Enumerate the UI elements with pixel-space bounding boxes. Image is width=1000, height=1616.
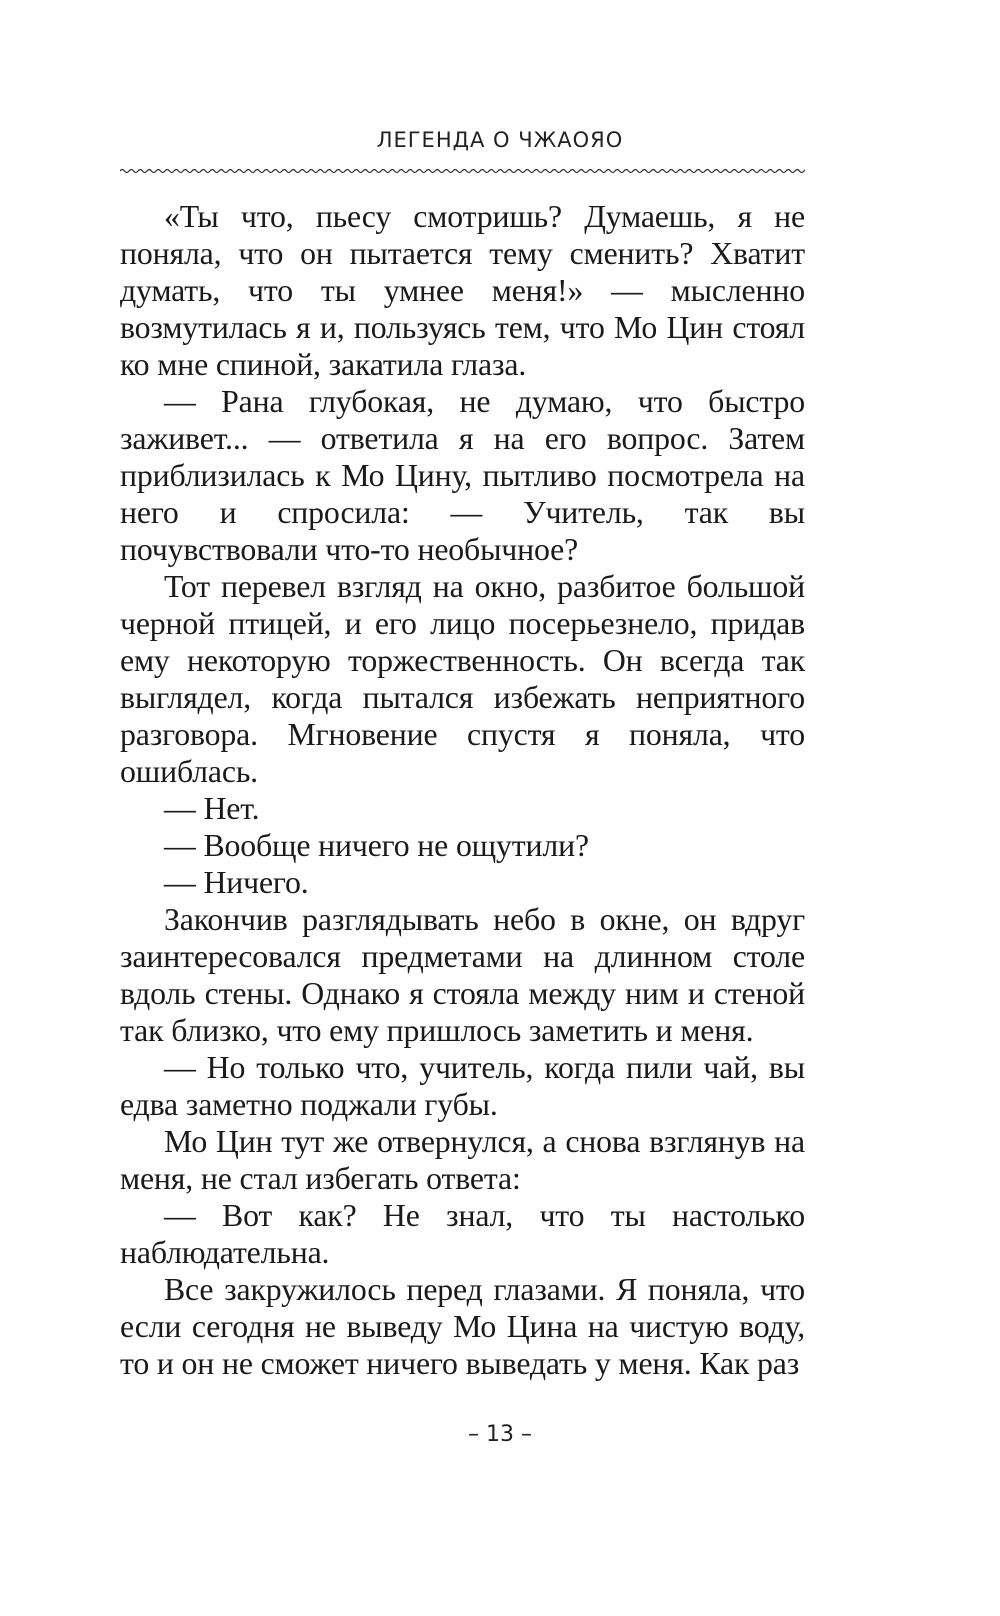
wavy-rule-divider (120, 165, 805, 177)
paragraph: Тот перевел взгляд на окно, разбитое большой черной птицей, и его лицо посерьезнело, придав ему некоторую торжественность. Он всегда так выглядел, когда пытался избежать неприятного разговора. Мгновение спустя я поняла, что ошиблась. (120, 569, 805, 789)
dialogue-line: — Вот как? Не знал, что ты настолько наблюдательна. (120, 1198, 805, 1270)
paragraph: Мо Цин тут же отвернулся, а снова взглянув на меня, не стал избегать ответа: (120, 1124, 805, 1196)
running-head: ЛЕГЕНДА О ЧЖАОЯО (376, 128, 624, 152)
dialogue-line: — Ничего. (164, 865, 309, 900)
page-number: – 13 – (468, 1422, 532, 1447)
dialogue-line: — Вообще ничего не ощутили? (164, 828, 589, 863)
paragraph: «Ты что, пьесу смотришь? Думаешь, я не поняла, что он пытается тему сменить? Хватит думать, что ты умнее меня!» — мысленно возмутилась я и, пользуясь тем, что Мо Цин стоял ко мне спиной, закатила глаза. (120, 199, 805, 382)
dialogue-line: — Но только что, учитель, когда пили чай, вы едва заметно поджали губы. (120, 1050, 805, 1122)
body-text (120, 198, 805, 1382)
dialogue-line: — Нет. (164, 791, 260, 826)
paragraph: — Рана глубокая, не думаю, что быстро заживет... — ответила я на его вопрос. Затем приблизилась к Мо Цину, пытливо посмотрела на него и спросила: — Учитель, так вы почувствовали что-то необычное? (120, 384, 805, 567)
paragraph: Закончив разглядывать небо в окне, он вдруг заинтересовался предметами на длинном столе вдоль стены. Однако я стояла между ним и стеной так близко, что ему пришлось заметить и меня. (120, 902, 805, 1048)
paragraph: Все закружилось перед глазами. Я поняла, что если сегодня не выведу Мо Цина на чистую воду, то и он не сможет ничего выведать у меня. Как раз (120, 1272, 805, 1381)
